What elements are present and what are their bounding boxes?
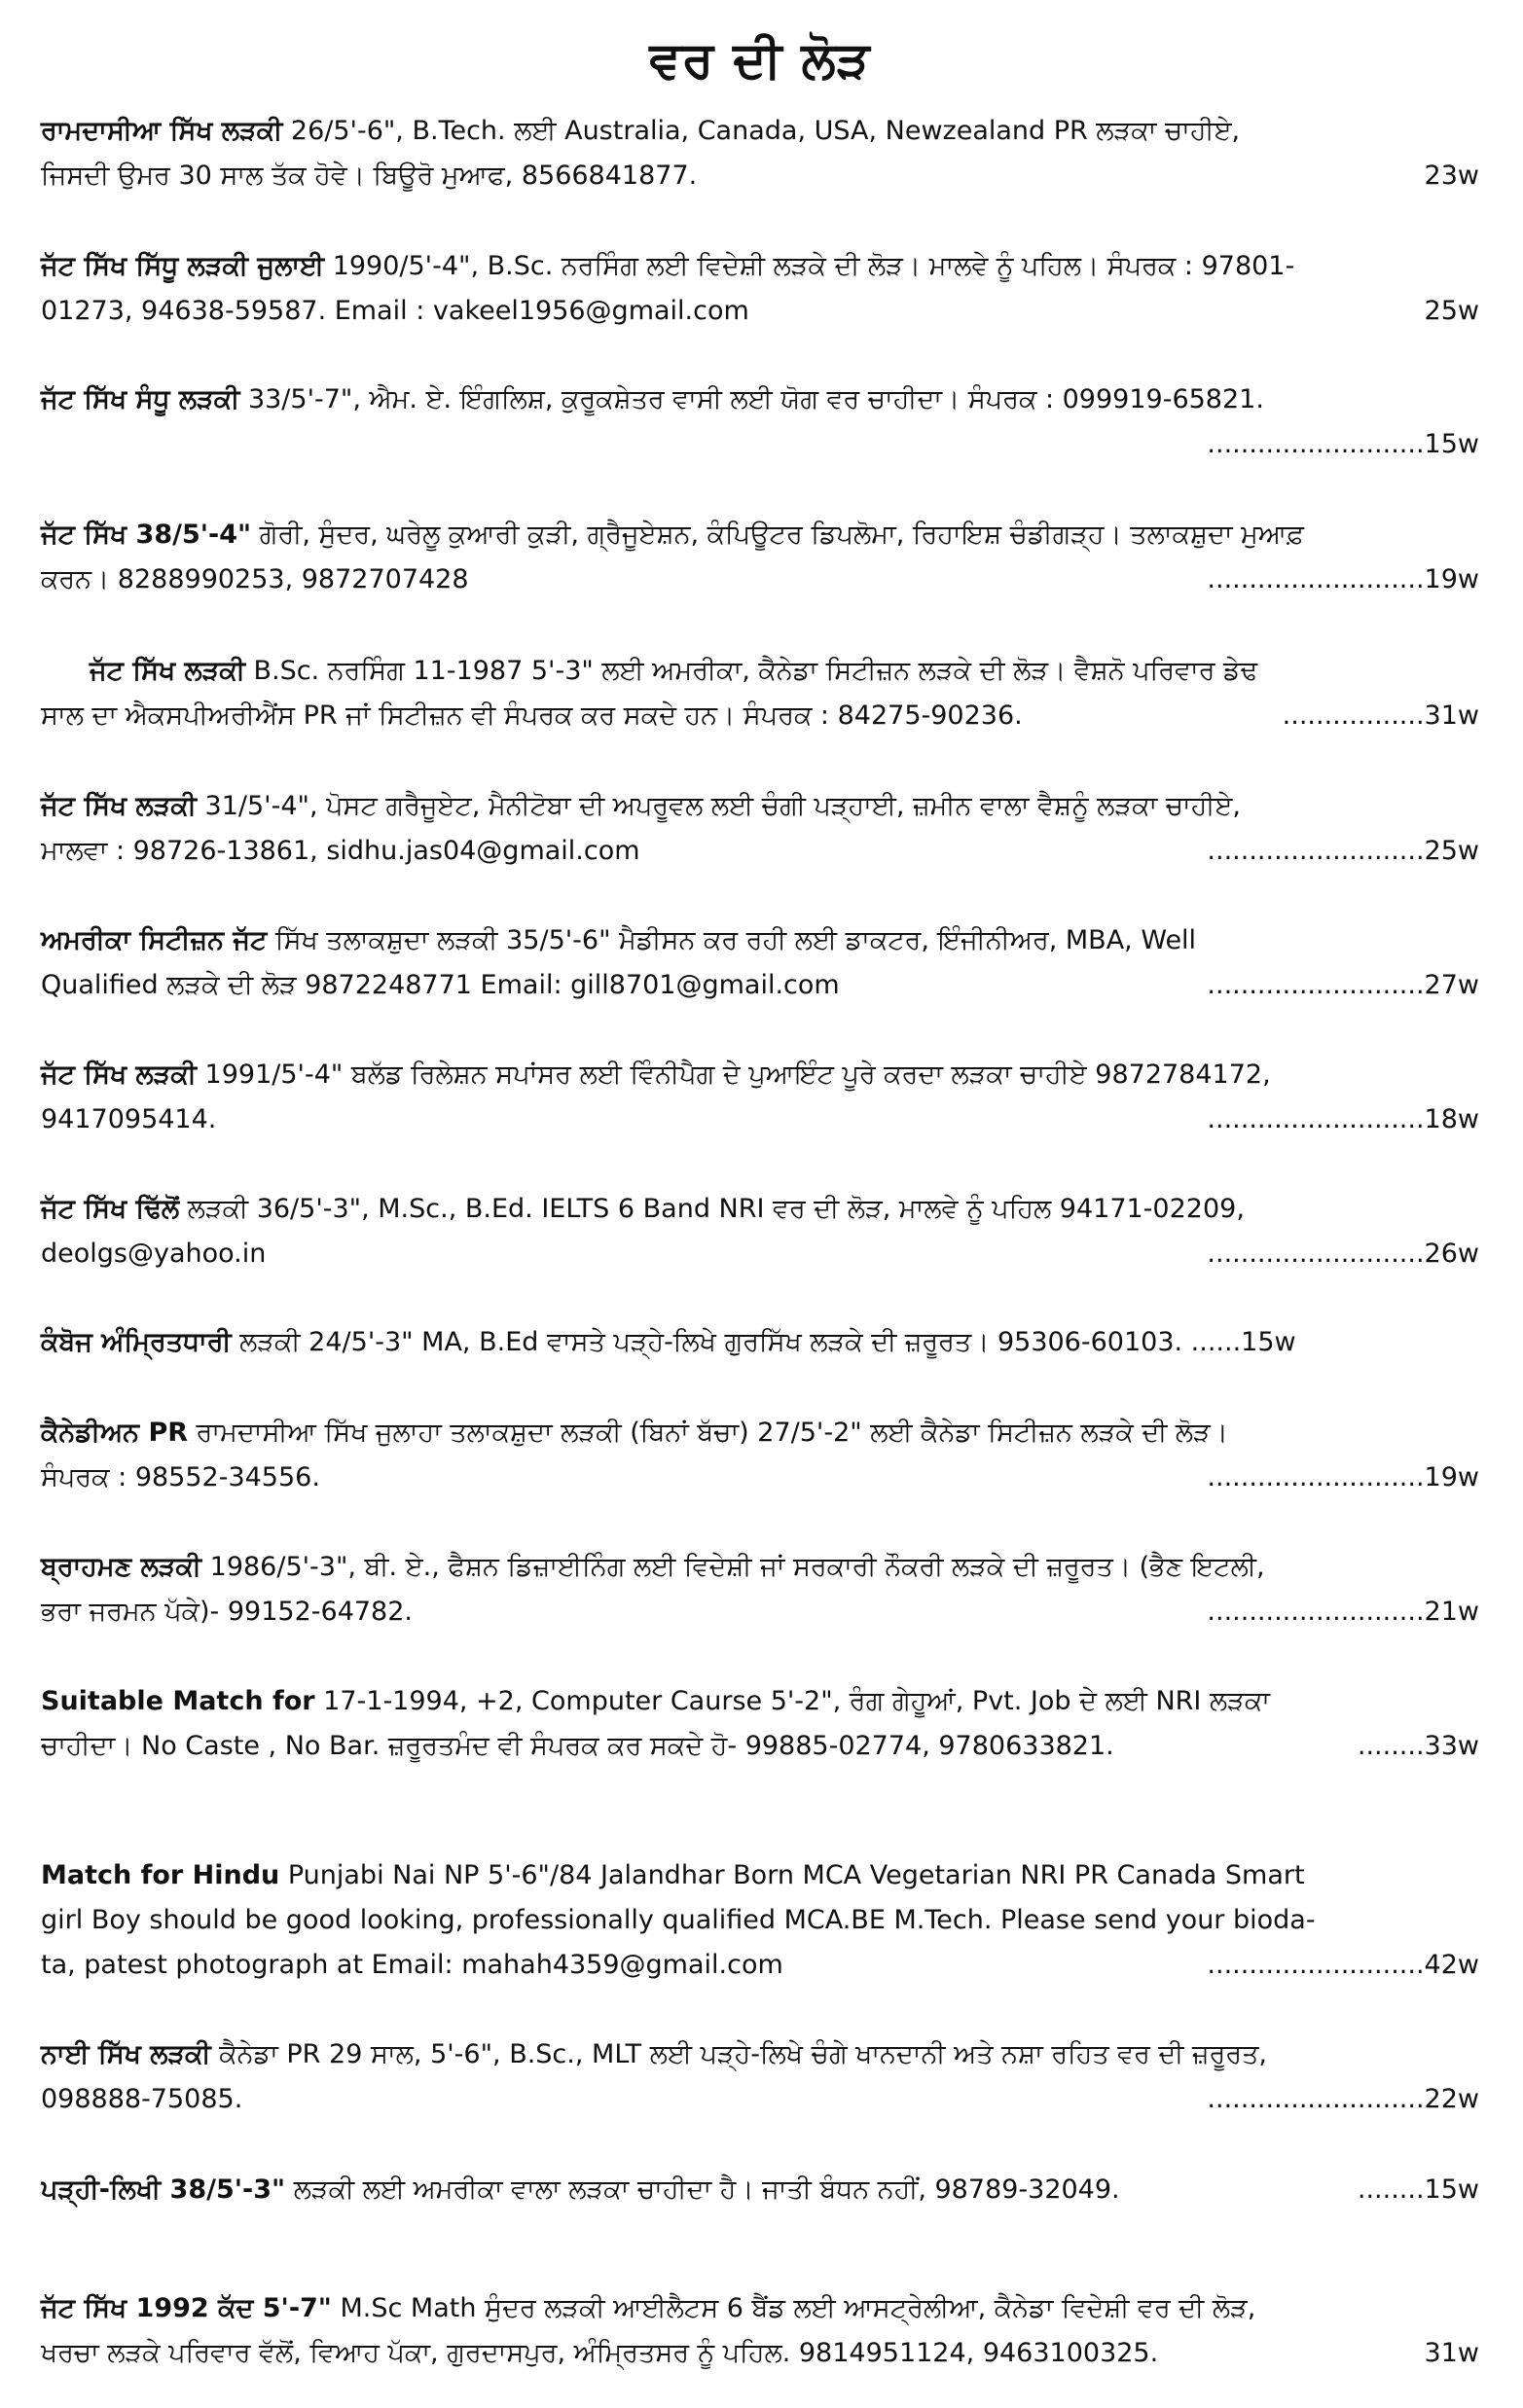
ad-1: [41, 109, 1479, 198]
ad-code: ..........................26w: [1207, 1239, 1479, 1269]
ad-lead: ਕੈਨੇਡੀਅਨ PR: [41, 1418, 189, 1448]
page-title: ਵਰ ਦੀ ਲੋੜ: [649, 31, 871, 90]
ad-text-line2: ta, patest photograph at Email: mahah4359@gmail.com: [41, 1950, 783, 1980]
ad-12: [41, 1545, 1479, 1635]
ad-13: [41, 1679, 1479, 1769]
ad-8: [41, 1053, 1479, 1142]
ad-17: [41, 2286, 1479, 2376]
ad-9: [41, 1187, 1479, 1276]
ad-4: [41, 513, 1479, 602]
ad-text: ਰਾਮਦਾਸੀਆ ਸਿੱਖ ਜੁਲਾਹਾ ਤਲਾਕਸ਼ੁਦਾ ਲੜਕੀ (ਬਿਨਾਂ ਬੱਚਾ) 27/5'-2" ਲਈ ਕੈਨੇਡਾ ਸਿਟੀਜ਼ਨ ਲੜਕੇ ਦੀ ਲੋੜ।: [188, 1418, 1229, 1448]
ad-text: ਕੈਨੇਡਾ PR 29 ਸਾਲ, 5'-6", B.Sc., MLT ਲਈ ਪੜ੍ਹੇ-ਲਿਖੇ ਚੰਗੇ ਖਾਨਦਾਨੀ ਅਤੇ ਨਸ਼ਾ ਰਹਿਤ ਵਰ ਦੀ ਜ਼ਰੂਰਤ,: [210, 2039, 1267, 2069]
classifieds-page: [41, 0, 1479, 2408]
ad-text: ਲੜਕੀ 36/5'-3", M.Sc., B.Ed. IELTS 6 Band NRI ਵਰ ਦੀ ਲੋੜ, ਮਾਲਵੇ ਨੂੰ ਪਹਿਲ 94171-02209,: [179, 1194, 1245, 1224]
ad-text: 1986/5'-3", ਬੀ. ਏ., ਫੈਸ਼ਨ ਡਿਜ਼ਾਈਨਿੰਗ ਲਈ ਵਿਦੇਸ਼ੀ ਜਾਂ ਸਰਕਾਰੀ ਨੌਕਰੀ ਲੜਕੇ ਦੀ ਜ਼ਰੂਰਤ। (ਭੈਣ ਇਟਲੀ,: [201, 1552, 1265, 1582]
ad-lead: ਜੱਟ ਸਿੱਖ ਸਿੱਧੂ ਲੜਕੀ ਜੁਲਾਈ: [41, 251, 325, 281]
ad-code: ..........................22w: [1207, 2084, 1479, 2114]
ad-text-line2: ਭਰਾ ਜਰਮਨ ਪੱਕੇ)- 99152-64782.: [41, 1597, 413, 1627]
ad-3: [41, 377, 1479, 467]
ad-code: .................31w: [1282, 701, 1479, 731]
ad-code: 31w: [1424, 2338, 1479, 2368]
ad-text: 31/5'-4", ਪੋਸਟ ਗਰੈਜੂਏਟ, ਮੈਨੀਟੋਬਾ ਦੀ ਅਪਰੂਵਲ ਲਈ ਚੰਗੀ ਪੜ੍ਹਾਈ, ਜ਼ਮੀਨ ਵਾਲਾ ਵੈਸ਼ਨੂੰ ਲੜਕਾ ਚਾਹੀਏ,: [196, 791, 1241, 821]
ad-code: ..........................19w: [1207, 564, 1479, 594]
ad-lead: ਬ੍ਰਾਹਮਣ ਲੜਕੀ: [41, 1552, 202, 1582]
ad-text-line2: deolgs@yahoo.in: [41, 1239, 267, 1269]
ad-text-line2: ਜਿਸਦੀ ਉਮਰ 30 ਸਾਲ ਤੱਕ ਹੋਵੇ। ਬਿਊਰੋ ਮੁਆਫ, 8566841877.: [41, 161, 698, 191]
ad-text: B.Sc. ਨਰਸਿੰਗ 11-1987 5'-3" ਲਈ ਅਮਰੀਕਾ, ਕੈਨੇਡਾ ਸਿਟੀਜ਼ਨ ਲੜਕੇ ਦੀ ਲੋੜ। ਵੈਸ਼ਨੋ ਪਰਿਵਾਰ ਡੇਢ: [244, 656, 1258, 686]
ad-2: [41, 244, 1479, 334]
ad-text: 1991/5'-4" ਬਲੱਡ ਰਿਲੇਸ਼ਨ ਸਪਾਂਸਰ ਲਈ ਵਿੰਨੀਪੈਗ ਦੇ ਪੁਆਇੰਟ ਪੂਰੇ ਕਰਦਾ ਲੜਕਾ ਚਾਹੀਏ 9872784172,: [196, 1060, 1271, 1090]
ad-lead: ਕੰਬੋਜ ਅੰਮ੍ਰਿਤਧਾਰੀ: [41, 1327, 232, 1357]
ad-text-line2: ਮਾਲਵਾ : 98726-13861, sidhu.jas04@gmail.com: [41, 836, 640, 866]
ad-code: ..........................19w: [1207, 1462, 1479, 1492]
ad-text-line2: 01273, 94638-59587. Email : vakeel1956@gmail.com: [41, 296, 749, 326]
ad-code: ..........................21w: [1207, 1597, 1479, 1627]
ad-text: ਲੜਕੀ ਲਈ ਅਮਰੀਕਾ ਵਾਲਾ ਲੜਕਾ ਚਾਹੀਦਾ ਹੈ। ਜਾਤੀ ਬੰਧਨ ਨਹੀਂ, 98789-32049.: [285, 2174, 1120, 2205]
ad-code: 23w: [1424, 161, 1479, 191]
ad-lead: ਰਾਮਦਾਸੀਆ ਸਿੱਖ ਲੜਕੀ: [41, 116, 283, 146]
ad-lead: ਨਾਈ ਸਿੱਖ ਲੜਕੀ: [41, 2039, 211, 2069]
ad-code: ..........................27w: [1207, 970, 1479, 1000]
ad-lead: Match for Hindu: [41, 1860, 280, 1890]
ad-lead: ਜੱਟ ਸਿੱਖ 38/5'-4": [41, 520, 252, 550]
ad-text-line2: ਕਰਨ। 8288990253, 9872707428: [41, 564, 469, 594]
ad-text: Punjabi Nai NP 5'-6"/84 Jalandhar Born MCA Vegetarian NRI PR Canada Smart: [279, 1860, 1305, 1890]
ad-lead: ਜੱਟ ਸਿੱਖ 1992 ਕੱਦ 5'-7": [41, 2293, 332, 2323]
ad-5: [41, 649, 1479, 738]
ad-14: [41, 1853, 1479, 1988]
ad-code: ........33w: [1357, 1731, 1479, 1761]
ad-16: [41, 2168, 1479, 2212]
ad-text: ਗੋਰੀ, ਸੁੰਦਰ, ਘਰੇਲੂ ਕੁਆਰੀ ਕੁੜੀ, ਗ੍ਰੈਜੂਏਸ਼ਨ, ਕੰਪਿਊਟਰ ਡਿਪਲੋਮਾ, ਰਿਹਾਇਸ਼ ਚੰਡੀਗੜ੍ਹ। ਤਲਾਕਸ਼ੁਦਾ ਮੁਆਫ਼: [251, 520, 1304, 550]
ad-lead: ਜੱਟ ਸਿੱਖ ਲੜਕੀ: [41, 791, 197, 821]
ad-lead: ਪੜ੍ਹੀ-ਲਿਖੀ 38/5'-3": [41, 2174, 286, 2205]
ad-11: [41, 1411, 1479, 1500]
ad-code: ..........................42w: [1207, 1950, 1479, 1980]
ad-code: ..........................18w: [1207, 1104, 1479, 1134]
ad-lead: ਅਮਰੀਕਾ ਸਿਟੀਜ਼ਨ ਜੱਟ: [41, 925, 268, 955]
ad-text: 26/5'-6", B.Tech. ਲਈ Australia, Canada, USA, Newzealand PR ਲੜਕਾ ਚਾਹੀਏ,: [282, 116, 1241, 146]
ad-text-line2: ਸੰਪਰਕ : 98552-34556.: [41, 1462, 320, 1492]
ad-6: [41, 784, 1479, 874]
ad-lead: ਜੱਟ ਸਿੱਖ ਲੜਕੀ: [41, 1060, 197, 1090]
ad-lead: Suitable Match for: [41, 1686, 315, 1716]
ad-code: ........15w: [1357, 2174, 1479, 2205]
ad-10: [41, 1320, 1479, 1365]
ad-15: [41, 2032, 1479, 2122]
ad-text-line1b: girl Boy should be good looking, professionally qualified MCA.BE M.Tech. Please send your bioda-: [41, 1905, 1316, 1935]
ad-text-line2: ਖਰਚਾ ਲੜਕੇ ਪਰਿਵਾਰ ਵੱਲੋਂ, ਵਿਆਹ ਪੱਕਾ, ਗੁਰਦਾਸਪੁਰ, ਅੰਮ੍ਰਿਤਸਰ ਨੂੰ ਪਹਿਲ. 9814951124, 9463100325.: [41, 2338, 1159, 2368]
ad-code: 25w: [1424, 296, 1479, 326]
ad-text: ਲੜਕੀ 24/5'-3" MA, B.Ed ਵਾਸਤੇ ਪੜ੍ਹੇ-ਲਿਖੇ ਗੁਰਸਿੱਖ ਲੜਕੇ ਦੀ ਜ਼ਰੂਰਤ। 95306-60103. ......15w: [231, 1327, 1296, 1357]
ad-text-line2: ਚਾਹੀਦਾ। No Caste , No Bar. ਜ਼ਰੂਰਤਮੰਦ ਵੀ ਸੰਪਰਕ ਕਰ ਸਕਦੇ ਹੋ- 99885-02774, 9780633821.: [41, 1731, 1114, 1761]
ad-text: 33/5'-7", ਐਮ. ਏ. ਇੰਗਲਿਸ਼, ਕੁਰੂਕਸ਼ੇਤਰ ਵਾਸੀ ਲਈ ਯੋਗ ਵਰ ਚਾਹੀਦਾ। ਸੰਪਰਕ : 099919-65821.: [239, 384, 1264, 414]
ad-text-line2: ਸਾਲ ਦਾ ਐਕਸਪੀਅਰੀਐਂਸ PR ਜਾਂ ਸਿਟੀਜ਼ਨ ਵੀ ਸੰਪਰਕ ਕਰ ਸਕਦੇ ਹਨ। ਸੰਪਰਕ : 84275-90236.: [41, 701, 1023, 731]
ad-lead: ਜੱਟ ਸਿੱਖ ਢਿੱਲੋਂ: [41, 1194, 180, 1224]
ad-text: ਸਿੱਖ ਤਲਾਕਸ਼ੁਦਾ ਲੜਕੀ 35/5'-6" ਮੈਡੀਸਨ ਕਰ ਰਹੀ ਲਈ ਡਾਕਟਰ, ਇੰਜੀਨੀਅਰ, MBA, Well: [267, 925, 1197, 955]
ad-text-line2: 098888-75085.: [41, 2084, 243, 2114]
ad-text-line2: 9417095414.: [41, 1104, 217, 1134]
ad-lead: ਜੱਟ ਸਿੱਖ ਲੜਕੀ: [90, 656, 245, 686]
ad-text: M.Sc Math ਸੁੰਦਰ ਲੜਕੀ ਆਈਲੈਟਸ 6 ਬੈਂਡ ਲਈ ਆਸਟ੍ਰੇਲੀਆ, ਕੈਨੇਡਾ ਵਿਦੇਸ਼ੀ ਵਰ ਦੀ ਲੋੜ,: [331, 2293, 1256, 2323]
ad-lead: ਜੱਟ ਸਿੱਖ ਸੰਧੂ ਲੜਕੀ: [41, 384, 240, 414]
ad-code: ..........................15w: [1207, 429, 1479, 459]
ad-text-line2: Qualified ਲੜਕੇ ਦੀ ਲੋੜ 9872248771 Email: gill8701@gmail.com: [41, 970, 840, 1000]
ad-text: 17-1-1994, +2, Computer Caurse 5'-2", ਰੰਗ ਗੇਹੂਆਂ, Pvt. Job ਦੇ ਲਈ NRI ਲੜਕਾ: [314, 1686, 1270, 1716]
ad-text: 1990/5'-4", B.Sc. ਨਰਸਿੰਗ ਲਈ ਵਿਦੇਸ਼ੀ ਲੜਕੇ ਦੀ ਲੋੜ। ਮਾਲਵੇ ਨੂੰ ਪਹਿਲ। ਸੰਪਰਕ : 97801-: [324, 251, 1295, 281]
ad-7: [41, 918, 1479, 1008]
ad-code: ..........................25w: [1207, 836, 1479, 866]
